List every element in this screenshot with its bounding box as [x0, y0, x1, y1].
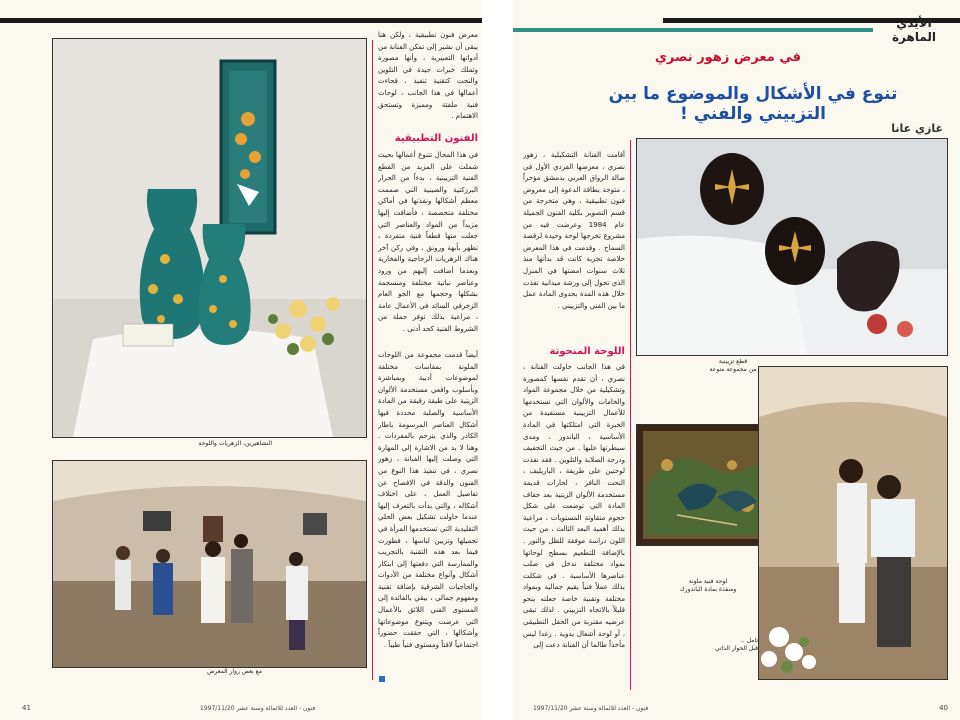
left-mid-text	[378, 350, 478, 682]
visitors-photo	[52, 460, 367, 668]
left-page-number: 41	[22, 704, 31, 712]
intro-paragraph: أقامت الفنانة التشكيلية ، زهور نصري ، معرضها الفردي الأول في صالة الرواق العربي بدمشق مؤخراً ، متوجة بطاقة الدعوة إلى معروض فنون تطبيقية ، وهي متخرجة من قسم التصوير بكلية الفنون الجميلة عام 1984 وعرضت فيه من مشروع تخرجها لوحة وحيدة لرقصة السماح . وقدمت في هذا المعرض خلاصة تجربة كانت قد بدأتها منذ ثلاث سنوات امضتها في المنزل الذي تحول إلى ورشة ميدانية نفذت خلال هذه المدة بجدوى المادة عمل ما بين الفني والتزييني .	[523, 151, 625, 310]
vases-photo-image	[53, 39, 366, 437]
artist-visitors-caption	[708, 637, 758, 653]
visitors-photo-image	[53, 461, 366, 667]
headline: تنوع في الأشكال والموضوع ما بين التزييني والفني !	[608, 84, 898, 124]
end-mark	[379, 676, 385, 682]
top-rule	[0, 18, 482, 23]
artist-visitors-image	[759, 367, 947, 679]
column-divider	[372, 40, 373, 680]
black-vases-image	[637, 139, 947, 355]
mid-paragraph: أيضاً قدمت مجموعة من اللوحات الملونة بمقاسات مختلفة لموضوعات أدبية وبمباشرة وبأسلوب واقعي مستخدمة الألوان الزيتية على طبقة رقيقة من المادة الأساسية والصلبة محددة فيها أشكال العناصر المرسومة باطار الكادر والذي يترجم بالمفردات . وهنا لا بد من الاشارة إلى المهارة التي وصلت إليها الفنانة ، زهور نصري ، في تنفيذ هذا النوع من الفنون والدقة في الافصاح عن تفاصيل العمل ، على اختلاف أشكاله ، والتي بدأت بالتعرف إليها عندما حاولت تشكيل بعض الحلي التقليدية التي تستخدمها المرأة في تجميلها وتزيين لباسها ، فطورت فيما بعد هذه التقنية بالتجريب والممارسة التي دفعتها إلى ابتكار أشكال وأنواع مختلفة من الأدوات والحاجيات الشرقية بإضافة تقنية ومفهوم جمالي ، بيقي بالفائدة إلى المستوى الفني اللائق بالأعمال التي عرضت ويتنوع موضوعاتها وأشكالها ، التي حققت حضوراً اجتماعياً لافتاً ومستوى فنياً طيباً .	[378, 351, 478, 649]
engraved-text	[523, 362, 625, 696]
section-tag: الأيدي الماهرة	[891, 16, 937, 44]
visitors-photo-caption: مع بعض زوار المعرض	[207, 668, 262, 675]
subhead-engraved: اللوحة المنحوتة	[549, 346, 625, 357]
left-applied-text	[378, 150, 478, 346]
left-top-text	[378, 30, 478, 126]
black-vases-caption-text: قطع تزيينية من مجموعة منوعة	[709, 358, 757, 373]
left-top-paragraph: معرض فنون تطبيقية ، ولكن هنا يبقى أن نشير إلى تمكن الفنانة من أدواتها التعبيرية ، وأنها مصورة وتملك خبرات جيدة في التلوين والنحت كتقنية تنفيذ ، فجاءت أعمالها في هذا الجانب ، لوحات فنية ملفتة ومميزة وتستحق الاهتمام .	[378, 31, 478, 121]
left-footer: فنون - العدد للائمالة وسنة عشر 1997/11/20	[200, 705, 316, 712]
black-vases-photo	[636, 138, 948, 356]
column-divider-right	[630, 140, 631, 690]
artist-visitors-caption-text: تامل .. قبل الحوار الذاتي	[714, 637, 758, 652]
teal-rule	[513, 28, 873, 32]
bird-painting-caption	[663, 578, 753, 594]
right-footer: فنون - العدد للائمالة وسنة عشر 1997/11/20	[533, 705, 649, 712]
vases-photo	[52, 38, 367, 438]
right-page	[513, 0, 960, 720]
applied-arts-paragraph: في هذا المجال تتنوع أعمالها بحيث شملت على المزيد من القطع الفنية التزيينية ، بدءاً من الجرار البرزكتية والصينية التي صممت معظم أشكالها ونفذتها في أماكن مختلفة متخصصة ، فأضافت إليها مزيداً من المواد والعناصر التي جعلت منها قطعاً فنية متفردة ، تظهر بأبهة ورونق ، وفي ركن آخر هناك الزهريات الزجاجية والفخارية وبعدما أضافت إليهم من ورود وعناصر نباتية مختلفة ومنسجمة بشكلها وحجمها مع الجو العام الزخرفي السائد في الأعمال عامة ، مراعية بذلك توفر جملة من الشروط الفنية كحد أدنى .	[378, 151, 478, 333]
kicker: في معرض زهور نصري	[654, 50, 802, 65]
intro-text	[523, 150, 625, 340]
right-page-number: 40	[939, 704, 948, 712]
vases-photo-caption: النشاهيرين، الزهريات واللوحة	[198, 440, 272, 447]
bird-painting-caption-text: لوحة فنية ملونة ومنفذة بمادة الباندورك	[679, 578, 737, 593]
artist-visitors-photo	[758, 366, 948, 680]
subhead-applied-arts: الفنون التطبيقية	[394, 133, 478, 144]
engraved-paragraph: في هذا الجانب حاولت الفنانة ، نصري ، أن تقدم نفسها كمصورة وتشكيلية من خلال مجموعة المواد والخامات والألوان التي تستخدمها للأعمال التزيينية مستفيدة من الخبرة التي امتلكتها في المادة الأساسية ، الباندور ، ومدى سيطرتها عليها . من حيث التجفيف ودرجة الصلابة والتلوين . فقد نفذت لوحتين على طريقة ، الباريليف ، النحت النافر ، لحارات قديمة مستخدمة الألوان الزيتية بعد جفاف المادة التي توضعت على شكل حجوم متفاوتة المستويات ، مراعية بذلك أهمية البعد الثالث ، من حيث اللون دراسة موفقة للظل والنور . بالإضافة للتطعيم بسطح لوحاتها بمواد مختلفة تدخل في صلب عناصرها الأساسية . في شكلت بذلك عملاً فنياً يقيم جمالية وبمواد مختلفة وتقنية خاصة جعلته ينحو قليلاً بالاتجاه التزييني . لذلك تبقى عرضيه مقتربة من الحقل التطبيقي ، أو لوحة أشغال يدوية . رغدا ليس مأخذاً طالما أن الفنانة دعت إلى	[523, 363, 625, 650]
byline: غازي عانا	[891, 122, 943, 135]
